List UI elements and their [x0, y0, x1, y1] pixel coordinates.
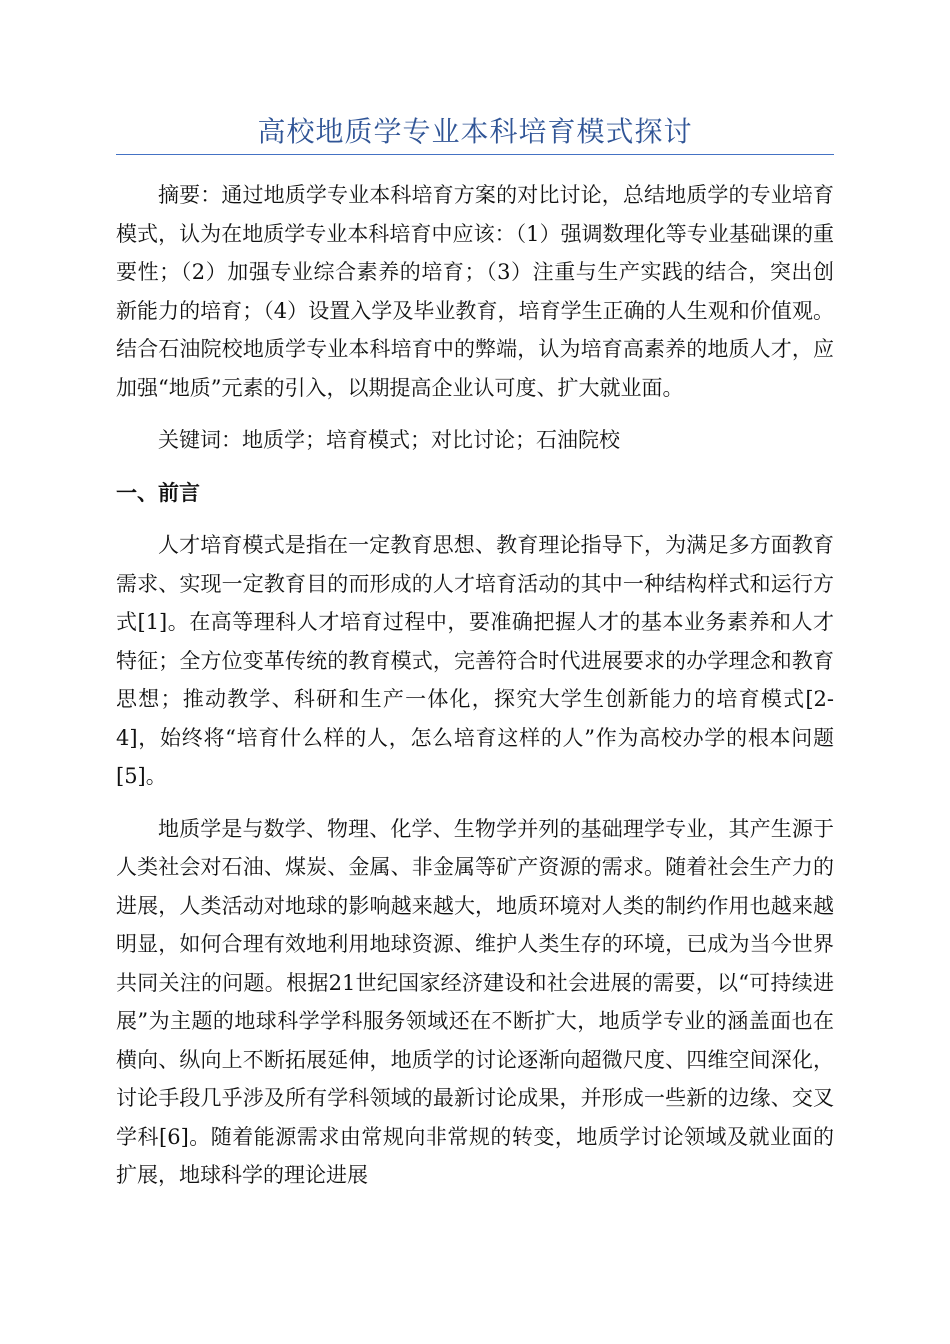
keywords-paragraph: 关键词：地质学；培育模式；对比讨论；石油院校: [158, 428, 620, 452]
body-paragraph-2: 地质学是与数学、物理、化学、生物学并列的基础理学专业，其产生源于人类社会对石油、煤炭、金属、非金属等矿产资源的需求。随着社会生产力的进展，人类活动对地球的影响越来越大，地质环境对人类的制约作用也越来越明显，如何合理有效地利用地球资源、维护人类生存的环境，已成为当今世界共同关注的问题。根据21世纪国家经济建设和社会进展的需要，以“可持续进展”为主题的地球科学学科服务领域还在不断扩大，地质学专业的涵盖面也在横向、纵向上不断拓展延伸，地质学的讨论逐渐向超微尺度、四维空间深化，讨论手段几乎涉及所有学科领域的最新讨论成果，并形成一些新的边缘、交叉学科[6]。随着能源需求由常规向非常规的转变，地质学讨论领域及就业面的扩展，地球科学的理论进展: [116, 816, 834, 1187]
title-underline: [116, 154, 834, 155]
abstract-paragraph: 摘要：通过地质学专业本科培育方案的对比讨论，总结地质学的专业培育模式，认为在地质学专业本科培育中应该：（1）强调数理化等专业基础课的重要性；（2）加强专业综合素养的培育；（3）注重与生产实践的结合，突出创新能力的培育；（4）设置入学及毕业教育，培育学生正确的人生观和价值观。结合石油院校地质学专业本科培育中的弊端，认为培育高素养的地质人才，应加强“地质”元素的引入，以期提高企业认可度、扩大就业面。: [116, 183, 834, 400]
page-title: 高校地质学专业本科培育模式探讨: [257, 115, 693, 148]
document-body: [116, 176, 834, 1195]
body-paragraph-1: 人才培育模式是指在一定教育思想、教育理论指导下，为满足多方面教育需求、实现一定教育目的而形成的人才培育活动的其中一种结构样式和运行方式[1]。在高等理科人才培育过程中，要准确把握人才的基本业务素养和人才特征；全方位变革传统的教育模式，完善符合时代进展要求的办学理念和教育思想；推动教学、科研和生产一体化，探究大学生创新能力的培育模式[2-4]，始终将“培育什么样的人，怎么培育这样的人”作为高校办学的根本问题[5]。: [116, 533, 834, 788]
section-heading: 一、前言: [116, 479, 200, 505]
